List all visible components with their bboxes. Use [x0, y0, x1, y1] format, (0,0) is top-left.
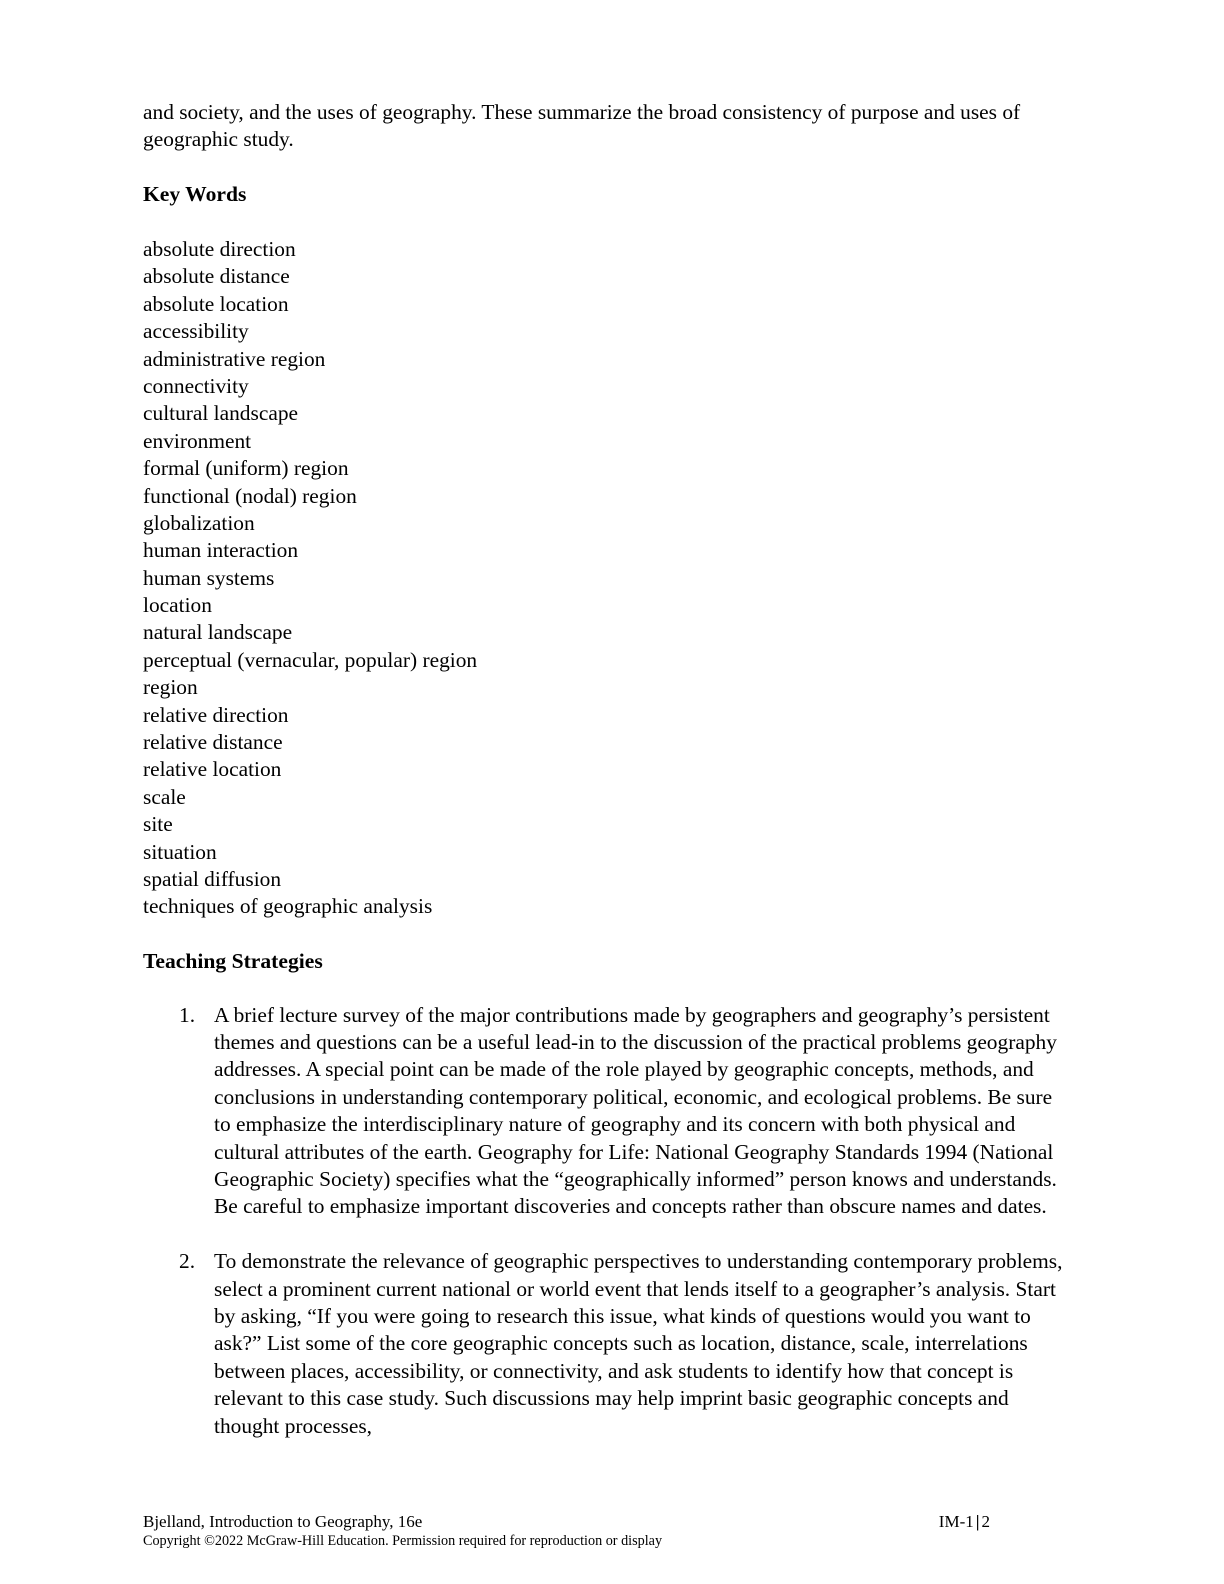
footer-copyright: Copyright ©2022 McGraw-Hill Education. Permission required for reproduction or display: [143, 1533, 663, 1549]
teaching-strategies-heading: Teaching Strategies: [143, 949, 323, 974]
footer-row: [143, 1511, 993, 1532]
strategy-item: [143, 1002, 1063, 1221]
key-words-list: [143, 236, 1063, 921]
key-word-item: human systems: [143, 565, 275, 590]
key-word-item: situation: [143, 839, 217, 864]
key-word-item: region: [143, 675, 198, 700]
key-word-item: accessibility: [143, 319, 249, 344]
key-word-item: absolute distance: [143, 264, 290, 289]
key-word-item: administrative region: [143, 346, 326, 371]
strategy-item: [143, 1248, 1063, 1440]
intro-paragraph: and society, and the uses of geography. These summarize the broad consistency of purpose and uses of geographic study.: [143, 100, 1021, 152]
key-word-item: natural landscape: [143, 620, 293, 645]
key-word-item: site: [143, 812, 173, 837]
key-word-item: functional (nodal) region: [143, 483, 357, 508]
footer-page-number: [939, 1511, 990, 1532]
key-words-heading: Key Words: [143, 182, 247, 207]
page-separator: |: [975, 1512, 980, 1531]
key-word-item: human interaction: [143, 538, 299, 563]
page-number: 2: [981, 1512, 990, 1531]
strategy-text: A brief lecture survey of the major contributions made by geographers and geography’s persistent themes and questions can be a useful lead-in to the discussion of the practical problems geography addresses. A special point can be made of the role played by geographic concepts, methods, and conclusions in understanding contemporary political, economic, and ecological problems. Be sure to emphasize the interdisciplinary nature of geography and its concern with both physical and cultural attributes of the earth. Geography for Life: National Geography Standards 1994 (National Geographic Society) specifies what the “geographically informed” person knows and understands. Be careful to emphasize important discoveries and concepts rather than obscure names and dates.: [214, 1002, 1057, 1219]
key-word-item: location: [143, 593, 212, 618]
key-word-item: cultural landscape: [143, 401, 299, 426]
key-word-item: scale: [143, 784, 186, 809]
key-word-item: connectivity: [143, 373, 249, 398]
key-word-item: absolute direction: [143, 237, 296, 261]
strategy-number: 1.: [179, 1002, 196, 1027]
footer-book-title: Bjelland, Introduction to Geography, 16e: [143, 1512, 423, 1531]
strategy-number: 2.: [179, 1249, 196, 1274]
key-word-item: techniques of geographic analysis: [143, 894, 433, 919]
teaching-strategies-list: [143, 1002, 1063, 1440]
page-footer: [143, 1511, 993, 1550]
key-word-item: absolute location: [143, 291, 289, 316]
key-word-item: environment: [143, 428, 252, 453]
key-word-item: perceptual (vernacular, popular) region: [143, 647, 478, 672]
page-content: [143, 99, 1063, 1467]
key-word-item: spatial diffusion: [143, 866, 282, 891]
page-prefix: IM-1: [938, 1512, 974, 1531]
key-word-item: relative distance: [143, 730, 283, 755]
key-word-item: relative location: [143, 757, 282, 782]
key-word-item: relative direction: [143, 702, 289, 727]
key-word-item: globalization: [143, 510, 255, 535]
strategy-text: To demonstrate the relevance of geographic perspectives to understanding contemporary problems, select a prominent current national or world event that lends itself to a geographer’s analysis. Start by asking, “If you were going to research this issue, what kinds of questions would you want to ask?” List some of the core geographic concepts such as location, distance, scale, interrelations between places, accessibility, or connectivity, and ask students to identify how that concept is relevant to this case study. Such discussions may help imprint basic geographic concepts and thought processes,: [214, 1249, 1063, 1438]
key-word-item: formal (uniform) region: [143, 456, 349, 481]
